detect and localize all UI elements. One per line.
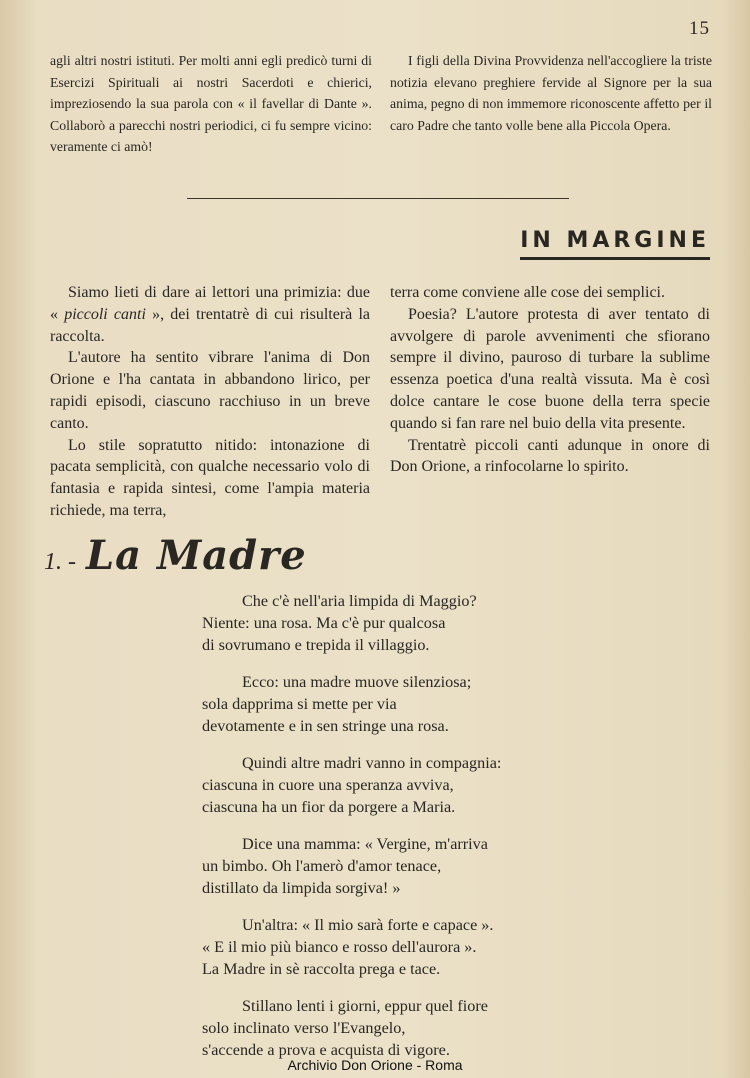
poem-stanza: [202, 995, 582, 1061]
poem-line: ciascuna in cuore una speranza avviva,: [202, 776, 454, 794]
intro-p1-before: Siamo lieti di dare ai lettori una primizia: due «: [50, 284, 370, 323]
poem-stanza: [202, 590, 582, 656]
poem-stanza: [202, 671, 582, 737]
top-left-paragraph: agli altri nostri istituti. Per molti anni egli predicò turni di Esercizi Spirituali ai nostri Sacerdoti e chierici, impreziosendo la sua parola con « il favellar di Dante ». Collaborò a parecchi nostri periodici, ci fu sempre vicino: veramente ci amò!: [50, 53, 372, 154]
poem-stanza: [202, 833, 582, 899]
intro-paragraph-6: Trentatrè piccoli canti adunque in onore di Don Orione, a rinfocolarne lo spirito.: [390, 436, 710, 476]
poem-line: Niente: una rosa. Ma c'è pur qualcosa: [202, 614, 446, 632]
poem-number: 1. -: [44, 549, 76, 575]
intro-p1-after: », dei trentatrè di cui risulterà la raccolta.: [50, 305, 370, 345]
page-number: 15: [689, 18, 710, 39]
intro-p1-italic: piccoli canti: [64, 305, 146, 323]
poem-title: La Madre: [86, 532, 307, 579]
archive-footer: Archivio Don Orione - Roma: [287, 1057, 463, 1073]
poem-line: Ecco: una madre muove silenziosa;: [242, 673, 472, 691]
poem-line: Un'altra: « Il mio sarà forte e capace ».: [242, 916, 494, 934]
poem-heading: [44, 532, 307, 579]
poem-line: sola dapprima si mette per via: [202, 695, 397, 713]
poem-line: s'accende a prova e acquista di vigore.: [202, 1041, 450, 1059]
poem-line: « E il mio più bianco e rosso dell'aurora ».: [202, 938, 477, 956]
section-divider: [187, 198, 569, 199]
poem-line: devotamente e in sen stringe una rosa.: [202, 717, 449, 735]
poem-line: La Madre in sè raccolta prega e tace.: [202, 960, 441, 978]
poem-stanza: [202, 914, 582, 980]
poem-line: di sovrumano e trepida il villaggio.: [202, 636, 430, 654]
poem-line: Che c'è nell'aria limpida di Maggio?: [242, 592, 477, 610]
intro-left-column: [50, 282, 370, 522]
top-right-column: [390, 50, 712, 158]
intro-paragraph-3: Lo stile sopratutto nitido: intonazione di pacata semplicità, con qualche necessario volo di fantasia e rapida sintesi, come l'ampia materia richiede, ma terra,: [50, 436, 370, 519]
poem-line: Dice una mamma: « Vergine, m'arriva: [242, 835, 488, 853]
section-title: IN MARGINE: [520, 228, 710, 260]
top-left-column: [50, 50, 372, 158]
top-right-paragraph: I figli della Divina Provvidenza nell'accogliere la triste notizia elevano preghiere fervide al Signore per la sua anima, pegno di non immemore riconoscente affetto per il caro Padre che tanto volle bene alla Piccola Opera.: [390, 53, 712, 133]
poem-line: Stillano lenti i giorni, eppur quel fiore: [242, 997, 488, 1015]
intro-paragraph-5: Poesia? L'autore protesta di aver tentato di avvolgere di parole avvenimenti che sfiorano sempre il divino, pauroso di turbare la sublime essenza poetica d'una realtà vissuta. Ma è così dolce cantare le cose buone della terra specie quando si fan rare nel buio della vita presente.: [390, 305, 710, 432]
intro-paragraph-4: terra come conviene alle cose dei semplici.: [390, 284, 665, 301]
intro-paragraph-2: L'autore ha sentito vibrare l'anima di Don Orione e l'ha cantata in abbandono lirico, per rapidi episodi, ciascuno racchiuso in un breve canto.: [50, 349, 370, 432]
poem-stanza: [202, 752, 582, 818]
poem-body: [202, 590, 582, 1076]
intro-right-column: [390, 282, 710, 522]
poem-line: solo inclinato verso l'Evangelo,: [202, 1019, 406, 1037]
poem-line: distillato da limpida sorgiva! »: [202, 879, 401, 897]
top-columns: [50, 50, 712, 158]
poem-line: un bimbo. Oh l'amerò d'amor tenace,: [202, 857, 442, 875]
intro-paragraph-1: [50, 282, 370, 347]
intro-columns: [50, 282, 710, 522]
poem-line: Quindi altre madri vanno in compagnia:: [242, 754, 502, 772]
poem-line: ciascuna ha un fior da porgere a Maria.: [202, 798, 456, 816]
